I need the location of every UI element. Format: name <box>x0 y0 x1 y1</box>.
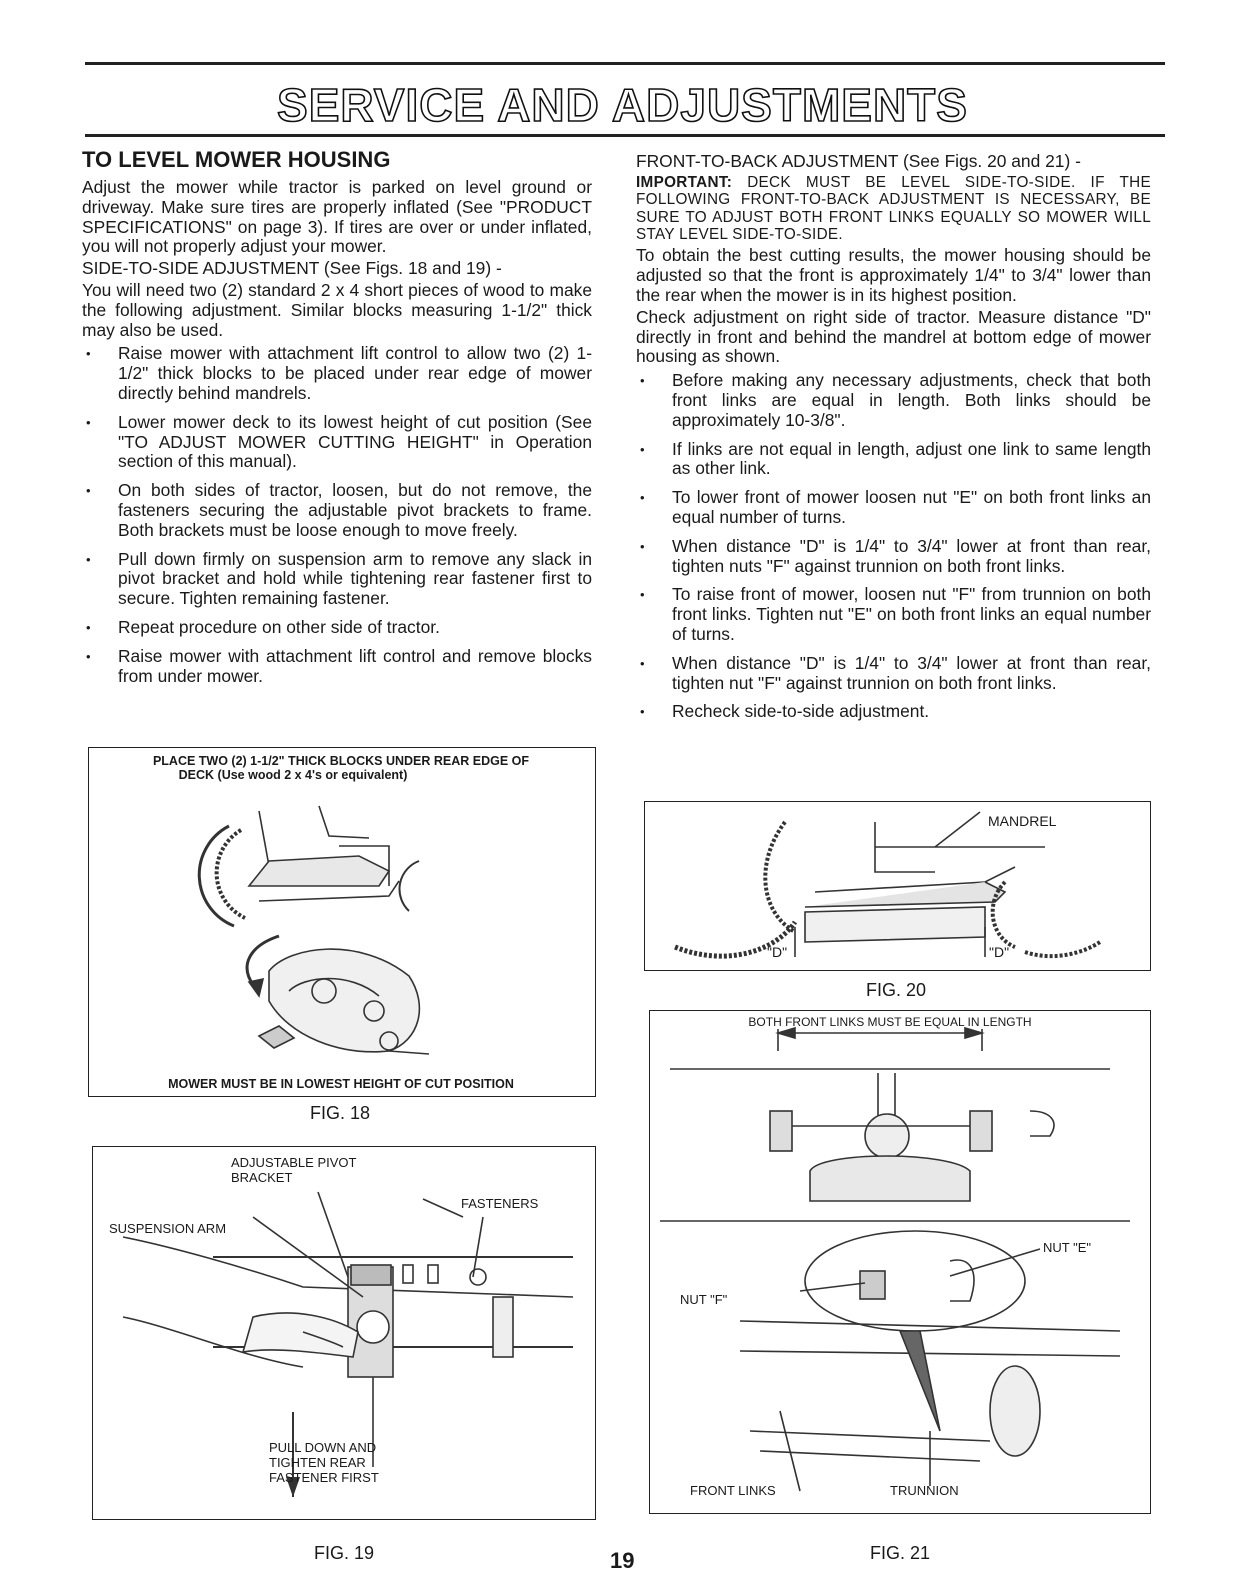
fig-19-arm-label: SUSPENSION ARM <box>109 1221 227 1236</box>
title-rule <box>85 134 1165 137</box>
list-item: • Repeat procedure on other side of tractor. <box>82 618 592 638</box>
fig-19-caption: FIG. 19 <box>313 1543 375 1563</box>
fig-18-box <box>88 747 596 1097</box>
important-label: IMPORTANT: <box>636 173 733 191</box>
side-to-side-heading: SIDE-TO-SIDE ADJUSTMENT (See Figs. 18 and 19) - <box>82 258 502 279</box>
list-item: • Lower mower deck to its lowest height of cut position (See "TO ADJUST MOWER CUTTING HEIGHT" in Operation section of this manual). <box>82 413 592 472</box>
top-rule <box>85 62 1165 65</box>
fig-21-top-label: BOTH FRONT LINKS MUST BE EQUAL IN LENGTH <box>748 1015 1032 1029</box>
fig-19-pull-label-2: TIGHTEN REAR <box>269 1455 366 1470</box>
housing-paragraph: To obtain the best cutting results, the mower housing should be adjusted so that the front is approximately 1/4" to 3/4" lower than the rear when the mower is in its highest position. <box>636 245 1151 306</box>
fig-21-box <box>649 1010 1151 1514</box>
measure-paragraph: Check adjustment on right side of tractor. Measure distance "D" directly in front and behind the mandrel at bottom edge of mower housing as shown. <box>636 306 1151 367</box>
fig-19-pull-label-1: PULL DOWN AND <box>269 1440 377 1455</box>
fig-20-illustration <box>645 802 1150 970</box>
right-column <box>636 148 1151 731</box>
list-item: • If links are not equal in length, adjust one link to same length as other link. <box>636 440 1151 480</box>
side-to-side-steps <box>82 344 592 686</box>
important-text: DECK MUST BE LEVEL SIDE-TO-SIDE. IF THE FOLLOWING FRONT-TO-BACK ADJUSTMENT IS NECESSARY, BE SURE TO ADJUST BOTH FRONT LINKS EQUALLY SO MOWER WILL STAY LEVEL SIDE-TO-SIDE. <box>636 173 1151 244</box>
list-item: • Pull down firmly on suspension arm to remove any slack in pivot bracket and hold while tightening rear fastener first to secure. Tighten remaining fastener. <box>82 550 592 609</box>
fig-19-box <box>92 1146 596 1520</box>
wood-blocks-paragraph: You will need two (2) standard 2 x 4 short pieces of wood to make the following adjustment. Similar blocks measuring 1-1/2" thick may also be used. <box>82 279 592 340</box>
list-item: • To lower front of mower loosen nut "E" on both front links an equal number of turns. <box>636 488 1151 528</box>
fig-21-nut-f-label: NUT "F" <box>680 1292 728 1307</box>
fig-19-pull-label-3: FASTENER FIRST <box>269 1470 379 1485</box>
list-item: • Before making any necessary adjustments, check that both front links are equal in length. Both links should be approximately 10-3/8". <box>636 371 1151 430</box>
list-item: • When distance "D" is 1/4" to 3/4" lower at front than rear, tighten nut "F" against trunnion on both front links. <box>636 654 1151 694</box>
list-item: • Raise mower with attachment lift control and remove blocks from under mower. <box>82 647 592 687</box>
page-title: SERVICE AND ADJUSTMENTS <box>277 79 968 131</box>
fig-19-pivot-label-1: ADJUSTABLE PIVOT <box>231 1155 357 1170</box>
fig-20-box <box>644 801 1151 971</box>
fig-21-caption: FIG. 21 <box>869 1543 931 1563</box>
fig-18-illustration <box>89 786 595 1076</box>
fig-21-trunnion-label: TRUNNION <box>890 1483 959 1498</box>
fig-20-caption: FIG. 20 <box>865 980 927 1000</box>
important-note <box>636 174 1151 244</box>
page-number: 19 <box>610 1548 635 1573</box>
list-item: • On both sides of tractor, loosen, but do not remove, the fasteners securing the adjustable pivot brackets to frame. Both brackets must be loose enough to move freely. <box>82 481 592 540</box>
list-item: • To raise front of mower, loosen nut "F" from trunnion on both front links. Tighten nut "E" on both front links an equal number of turns. <box>636 585 1151 644</box>
fig-18-bottom-label: MOWER MUST BE IN LOWEST HEIGHT OF CUT POSITION <box>168 1077 514 1091</box>
fig-21-illustration <box>650 1011 1150 1513</box>
fig-19-fasteners-label: FASTENERS <box>461 1196 539 1211</box>
fig-21-nut-e-label: NUT "E" <box>1043 1240 1091 1255</box>
section-heading: TO LEVEL MOWER HOUSING <box>82 147 391 172</box>
list-item: • Recheck side-to-side adjustment. <box>636 702 1151 722</box>
fig-20-d-rear-label: "D" <box>989 944 1010 960</box>
fig-19-pivot-label-2: BRACKET <box>231 1170 293 1185</box>
fig-18-top-label-1: PLACE TWO (2) 1-1/2" THICK BLOCKS UNDER REAR EDGE OF <box>152 754 530 768</box>
fig-20-d-front-label: "D" <box>767 944 788 960</box>
fig-21-front-links-label: FRONT LINKS <box>690 1483 776 1498</box>
intro-paragraph: Adjust the mower while tractor is parked on level ground or driveway. Make sure tires are properly inflated (See "PRODUCT SPECIFICATIONS" on page 3). If tires are over or under inflated, you will not properly adjust your mower. <box>82 177 592 257</box>
fig-20-mandrel-label: MANDREL <box>988 813 1057 829</box>
front-to-back-heading: FRONT-TO-BACK ADJUSTMENT (See Figs. 20 and 21) - <box>636 151 1081 171</box>
fig-18-caption: FIG. 18 <box>309 1103 371 1123</box>
list-item: • Raise mower with attachment lift control to allow two (2) 1-1/2" thick blocks to be placed under rear edge of mower directly behind mandrels. <box>82 344 592 403</box>
list-item: • When distance "D" is 1/4" to 3/4" lower at front than rear, tighten nuts "F" against trunnion on both front links. <box>636 537 1151 577</box>
fig-18-top-label-2: DECK (Use wood 2 x 4's or equivalent) <box>178 768 408 782</box>
front-to-back-steps <box>636 371 1151 722</box>
left-column <box>82 148 592 695</box>
